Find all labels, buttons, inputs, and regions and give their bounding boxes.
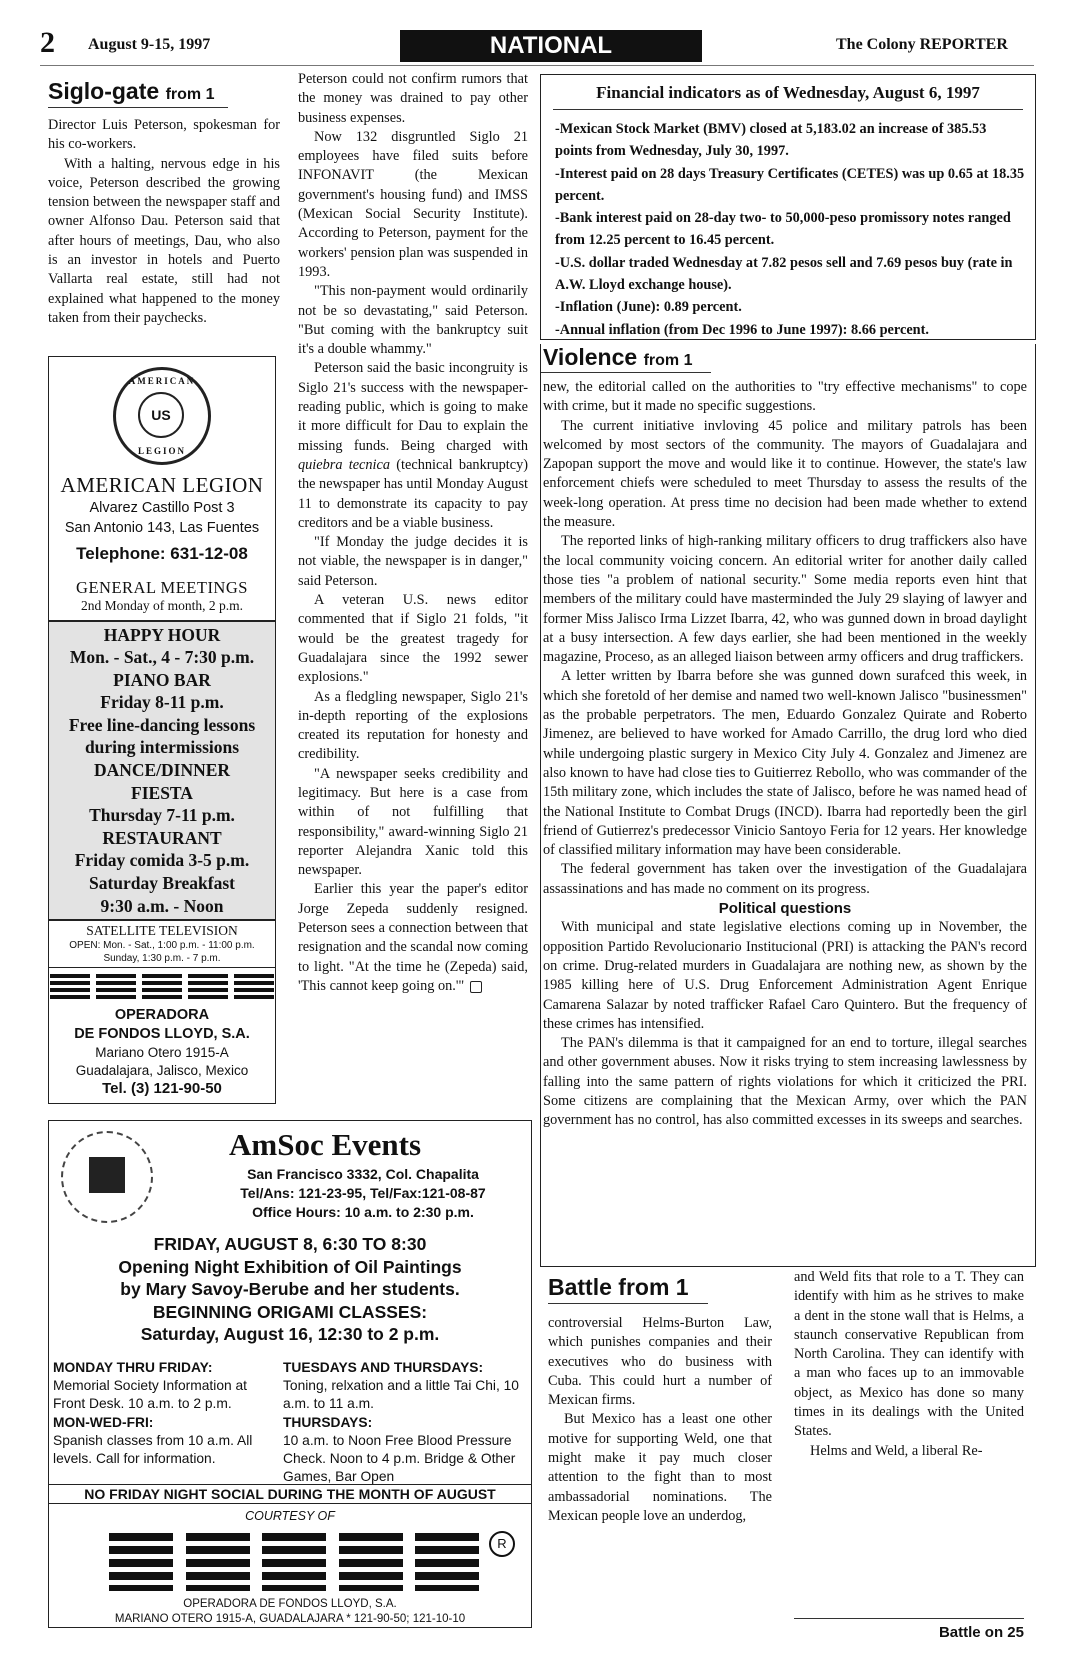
schedule-left <box>53 1359 283 1486</box>
schedule-text: Toning, relxation and a little Tai Chi, 10 a.m. to 11 a.m. <box>283 1378 519 1412</box>
italic-term: quiebra tecnica <box>298 456 391 473</box>
violence-headline: Violence from 1 <box>543 344 693 370</box>
paragraph: Helms and Weld, a liberal Re- <box>810 1442 983 1459</box>
event-line: Opening Night Exhibition of Oil Paintings <box>118 1256 462 1277</box>
schedule-heading: TUESDAYS AND THURSDAYS: <box>283 1360 484 1375</box>
financial-title: Financial indicators as of Wednesday, August 6, 1997 <box>596 83 980 102</box>
legion-post: Alvarez Castillo Post 3 <box>89 500 235 516</box>
paragraph: A veteran U.S. news editor commented that if Siglo 21 folds, "it would be the greatest tragedy for Guadalajara since the 1992 sewer explosions." <box>298 592 528 686</box>
paragraph: With municipal and state legislative elections coming up in November, the opposition Partido Revolucionario Institucional (PRI) is attacking the PAN's record on crime. Drug-related murders in Guadalajara are nothing new, as shown by the 1985 killing here of U.S. Drug Enforcement Administration Agent Enrique Camarena Salazar by noted trafficker Rafael Caro Quintero. But the frequency of these crimes has intensified. <box>543 919 1027 1032</box>
divider <box>553 109 1023 110</box>
lloyd-logo-large <box>109 1533 479 1591</box>
financial-row: -Interest paid on 28 days Treasury Certificates (CETES) was up 0.65 at 18.35 percent. <box>555 165 1025 204</box>
paragraph: The reported links of high-ranking military officers to drug traffickers also have the local community voicing concern. An editorial writer for another daily called those ties "a problem of national security." Some media reports even hint that members of the military could have masterminded the July 29 slaying of lawyer and former Miss Jalisco Irma Lizzet Ibarra, 42, who was gunned down in broad daylight at a busy intersection. A few days earlier, she had been mentioned in the weekly magazine, Proceso, as an alleged liaison between army officers and drug traffickers. <box>543 533 1027 666</box>
paragraph: "This non-payment would ordinarily not be so devastating," said Peterson. "But coming with the bankruptcy suit it's a double whammy." <box>298 283 528 358</box>
lloyd-logo <box>49 974 275 1000</box>
paragraph: With a halting, nervous edge in his voice, Peterson described the growing tension between the newspaper staff and owner Alfonso Dau. Peterson said that after hours of meetings, Dau, who also is an investor in hotels and Puerto Vallarta real estate, still had not explained what happened to the money taken from their paychecks. <box>48 155 280 326</box>
siglo-headline: Siglo-gate from 1 <box>48 78 215 104</box>
legion-org-name: AMERICAN LEGION <box>60 473 264 497</box>
footer-line: OPERADORA DE FONDOS LLOYD, S.A. <box>183 1598 397 1610</box>
event-line: BEGINNING ORIGAMI CLASSES: <box>152 1301 428 1322</box>
meetings-when: 2nd Monday of month, 2 p.m. <box>81 598 243 613</box>
amsoc-contact <box>203 1165 523 1222</box>
paragraph: Peterson could not confirm rumors that the money was drained to pay other business expenses. <box>298 71 528 126</box>
divider <box>49 967 275 969</box>
lloyd-telephone: Tel. (3) 121-90-50 <box>102 1080 222 1098</box>
courtesy-of: COURTESY OF <box>245 1509 335 1523</box>
legion-address: San Antonio 143, Las Fuentes <box>64 520 260 536</box>
battle-article-col2 <box>794 1268 1024 1641</box>
paragraph: and Weld fits that role to a T. They can identify with him as he strives to make a dent in the stone wall that is Helms, a staunch conservative Republican from North Carolina. They can identify with a man who faces up to an immovable object, as Mexico has done so many times in its dealings with the United States. <box>794 1269 1024 1440</box>
schedule-right <box>283 1359 527 1486</box>
amsoc-events-ad <box>48 1120 532 1628</box>
page-number: 2 <box>40 26 55 59</box>
divider <box>49 919 275 921</box>
flag-icon <box>89 1157 125 1193</box>
battle-headline: Battle from 1 <box>548 1274 689 1300</box>
paragraph: "A newspaper seeks credibility and legitimacy. But here is a case from within of not fulfilling that responsibility," award-winning Siglo 21 reporter Alejandra Xanic told this newspaper. <box>298 765 528 879</box>
seal-bottom-text: LEGION <box>137 446 186 456</box>
paragraph: The current initiative invloving 45 police and military patrols has been welcomed by most sectors of the community. The mayors of Guadalajara and Zapopan support the move and would like it to continue. However, the state's law enforcement chiefs were scheduled to meet Thursday to assess the results of the week-long operation. At press time no decision had been made whether to extend the measure. <box>543 417 1027 531</box>
amsoc-footer <box>49 1597 531 1627</box>
paragraph: Now 132 disgruntled Siglo 21 employees have filed suits before INFONAVIT (the Mexican government's housing fund) and IMSS (Mexican Social Security Institute). According to Peterson, payment for the workers' pension plan was suspended in 1993. <box>298 128 528 280</box>
battle-article-col1 <box>548 1274 772 1526</box>
header-rule <box>40 65 1034 66</box>
financial-row: -U.S. dollar traded Wednesday at 7.82 pesos sell and 7.69 pesos buy (rate in A.W. Lloyd exchange house). <box>555 254 1013 294</box>
lloyd-operator-name: DE FONDOS LLOYD, S.A. <box>74 1026 250 1043</box>
paragraph: A letter written by Ibarra before she was gunned down surafced this week, in which she foretold of her demise and named two well-known Jalisco "businessmen" as the probable perpetrators. The men, Eduardo Gonzalez Quirate and Roberto Jimenez, are believed to have worked for Amado Carrillo, the drug lord who died while undergoing plastic surgery in Mexico City July 4. Gonzalez and Jimenez are also known to have had close ties to Guitierrez Rebollo, who was commander of the 15th military zone, which includes the state of Jalisco, before he was named head of the National Institute to Combat Drugs (INCD). Ibarra had reportedly been the girl friend of Gutierrez's predecessor Vinicio Santoyo Feria for 12 years. Her knowledge of classified military information may have been considerable. <box>543 668 1027 859</box>
legion-telephone: Telephone: 631-12-08 <box>76 544 248 563</box>
financial-row: -Bank interest paid on 28-day two- to 50,000-peso promissory notes ranged from 12.25 percent to 16.45 percent. <box>555 210 1011 249</box>
paragraph: Earlier this year the paper's editor Jorge Zepeda suddenly resigned. Peterson sees a connection between that resignation and the scandal now coming to light. "At the time he (Zepeda) said, 'This cannot keep going on.'" <box>298 881 528 994</box>
american-legion-seal <box>113 367 211 465</box>
siglo-article-col1 <box>48 78 280 328</box>
violence-from: from 1 <box>643 352 693 369</box>
american-society-seal <box>61 1131 153 1223</box>
continued-on-link[interactable]: Battle on 25 <box>794 1618 1024 1642</box>
satellite-sunday: Sunday, 1:30 p.m. - 7 p.m. <box>103 952 221 964</box>
seal-center: US <box>138 392 184 438</box>
paragraph: "If Monday the judge decides it is not viable, the newspaper is in danger," said Peterson. <box>298 534 528 589</box>
subheading: Political questions <box>718 900 852 918</box>
violence-article <box>540 344 1036 1267</box>
promo-line: Free line-dancing lessons <box>68 714 256 735</box>
promo-line: HAPPY HOUR <box>103 624 221 645</box>
end-mark-icon <box>470 981 482 993</box>
section-banner: NATIONAL <box>400 30 702 62</box>
schedule-heading: MONDAY THRU FRIDAY: <box>53 1360 213 1375</box>
paragraph: As a fledgling newspaper, Siglo 21's in-depth reporting of the explosions created its reputation for honesty and credibility. <box>298 688 528 763</box>
promo-line: Mon. - Sat., 4 - 7:30 p.m. <box>69 647 255 668</box>
promo-line: Thursday 7-11 p.m. <box>89 805 235 826</box>
schedule-text: 10 a.m. to Noon Free Blood Pressure Check. Noon to 4 p.m. Bridge & Other Games, Bar Open <box>283 1432 516 1485</box>
amsoc-event-list <box>49 1233 531 1346</box>
satellite-open: OPEN: Mon. - Sat., 1:00 p.m. - 11:00 p.m. <box>69 939 255 951</box>
legion-promo-block <box>49 622 275 920</box>
promo-line: PIANO BAR <box>113 669 211 690</box>
paragraph: new, the editorial called on the authorities to "try effective mechanisms" to cope with crime, but it made no specific suggestions. <box>543 379 1027 415</box>
financial-row: -Mexican Stock Market (BMV) closed at 5,183.02 an increase of 385.53 points from Wednesday, July 30, 1997. <box>555 121 987 160</box>
satellite-tv: SATELLITE TELEVISION <box>86 922 238 938</box>
siglo-from: from 1 <box>165 86 215 103</box>
promo-line: Saturday Breakfast <box>88 873 235 894</box>
paper-name: The Colony REPORTER <box>836 36 1008 53</box>
american-legion-ad <box>48 356 276 1104</box>
promo-line: RESTAURANT <box>102 827 222 848</box>
paragraph: The PAN's dilemma is that it campaigned for an end to torture, illegal searches and other government abuses. Now it risks trying to stem increasing lawlessness by falling into the same pattern of rights violations for which it criticized the PRI. Some citizens are complaining that the Mexican Army, over which the PAN government has no control, has also committed excesses in its sweeps and searches. <box>543 1035 1027 1129</box>
amsoc-schedule <box>53 1359 529 1486</box>
promo-line: Friday comida 3-5 p.m. <box>74 850 250 871</box>
amsoc-address: San Francisco 3332, Col. Chapalita <box>247 1166 479 1182</box>
financial-row: -Annual inflation (from Dec 1996 to June 1997): 8.66 percent. <box>555 321 929 338</box>
paragraph: Peterson said the basic incongruity is Siglo 21's success with the newspaper-reading public, which is going to make it more difficult for Dau to explain the missing funds. Being charged with quiebra tecnica (technical bankruptcy) the newspaper has until Monday August 11 to demonstrate its capacity to pay creditors and be a viable business. <box>298 360 528 531</box>
amsoc-title: AmSoc Events <box>229 1127 422 1162</box>
lloyd-city: Guadalajara, Jalisco, Mexico <box>75 1063 249 1079</box>
financial-row: -Inflation (June): 0.89 percent. <box>555 299 742 316</box>
registered-mark-icon: R <box>489 1531 515 1557</box>
battle-from: from 1 <box>618 1274 689 1300</box>
event-line: by Mary Savoy-Berube and her students. <box>120 1279 460 1299</box>
event-line: Saturday, August 16, 12:30 to 2 p.m. <box>140 1324 440 1344</box>
footer-line: MARIANO OTERO 1915-A, GUADALAJARA * 121-90-50; 121-10-10 <box>114 1613 466 1625</box>
paragraph: controversial Helms-Burton Law, which punishes companies and their executives who do business with Cuba. This could hurt a number of Mexican firms. <box>548 1315 772 1409</box>
amsoc-hours: Office Hours: 10 a.m. to 2:30 p.m. <box>252 1204 474 1220</box>
siglo-article-col2 <box>298 70 528 996</box>
event-line: FRIDAY, AUGUST 8, 6:30 TO 8:30 <box>153 1234 427 1254</box>
no-friday-notice: NO FRIDAY NIGHT SOCIAL DURING THE MONTH OF AUGUST <box>49 1484 531 1504</box>
meetings-title: GENERAL MEETINGS <box>76 578 248 597</box>
lloyd-address: Mariano Otero 1915-A <box>95 1045 229 1061</box>
financial-indicators-box <box>540 74 1036 340</box>
schedule-text: Spanish classes from 10 a.m. All levels. Call for information. <box>53 1432 253 1467</box>
promo-line: Friday 8-11 p.m. <box>100 692 224 713</box>
headline-rule <box>48 107 228 108</box>
paragraph: The federal government has taken over the investigation of the Guadalajara assassinations and has made no comment on its progress. <box>543 861 1027 897</box>
issue-date: August 9-15, 1997 <box>88 36 211 53</box>
schedule-text: Memorial Society Information at Front Desk. 10 a.m. to 2 p.m. <box>53 1378 247 1412</box>
amsoc-phones: Tel/Ans: 121-23-95, Tel/Fax:121-08-87 <box>240 1185 486 1201</box>
promo-line: 9:30 a.m. - Noon <box>100 895 224 916</box>
schedule-heading: MON-WED-FRI: <box>53 1414 154 1430</box>
promo-line: DANCE/DINNER <box>93 760 231 781</box>
schedule-heading: THURSDAYS: <box>283 1414 373 1430</box>
promo-line: FIESTA <box>131 782 193 803</box>
paragraph: Director Luis Peterson, spokesman for his co-workers. <box>48 117 280 153</box>
seal-top-text: AMERICAN <box>128 376 196 386</box>
lloyd-operator: OPERADORA <box>114 1007 210 1024</box>
headline-rule <box>541 372 711 373</box>
headline-rule <box>548 1303 708 1304</box>
promo-line: during intermissions <box>84 737 240 758</box>
paragraph: But Mexico has a least one other motive for supporting Weld, one that might make it pay much closer attention to the fight than to most ambassadorial nominations. The Mexican people love an underdog, <box>548 1411 772 1524</box>
